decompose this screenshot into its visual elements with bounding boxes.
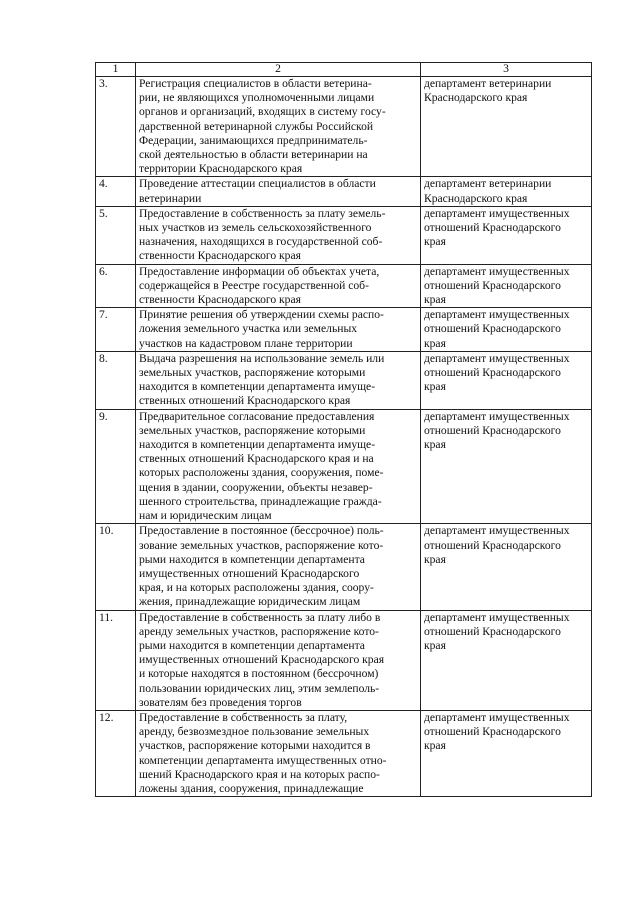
- service-description-line: Предоставление в постоянное (бессрочное) поль-: [139, 524, 384, 538]
- service-description-line: щения в здании, сооружении, объекты незавер-: [139, 480, 373, 494]
- service-description-line: компетенции департамента имущественных отно-: [139, 753, 387, 767]
- responsible-department-line: отношений Краснодарского: [424, 278, 561, 292]
- service-description-line: земельных участков, распоряжение которыми: [139, 366, 366, 380]
- service-description-line: ложены здания, сооружения, принадлежащие: [139, 781, 364, 795]
- responsible-department-line: Краснодарского края: [424, 191, 528, 205]
- row-number: 11.: [96, 610, 136, 710]
- responsible-department: [421, 524, 592, 610]
- table-row: [96, 351, 592, 409]
- service-description: [136, 409, 421, 524]
- responsible-department-line: края: [424, 380, 446, 394]
- responsible-department-line: края: [424, 235, 446, 249]
- service-description-line: имущественных отношений Краснодарского: [139, 566, 360, 580]
- table-row: [96, 710, 592, 796]
- responsible-department-line: департамент имущественных: [424, 610, 570, 624]
- responsible-department-line: отношений Краснодарского: [424, 322, 561, 336]
- service-description-line: ных участков из земель сельскохозяйственного: [139, 221, 372, 235]
- column-header-service: 2: [136, 63, 421, 77]
- row-number: 6.: [96, 264, 136, 308]
- row-number: 9.: [96, 409, 136, 524]
- responsible-department-line: отношений Краснодарского: [424, 423, 561, 437]
- service-description-line: Предоставление информации об объектах учета,: [139, 264, 380, 278]
- service-description-line: ственных отношений Краснодарского края: [139, 394, 351, 408]
- responsible-department: [421, 77, 592, 177]
- table-body: [96, 77, 592, 797]
- service-description-line: органов и организаций, входящих в систему госу-: [139, 105, 386, 119]
- document-page: [95, 62, 591, 797]
- responsible-department-line: департамент имущественных: [424, 206, 570, 220]
- service-description-line: ственности Краснодарского края: [139, 249, 301, 263]
- responsible-department-line: департамент имущественных: [424, 710, 570, 724]
- service-description-line: аренду земельных участков, распоряжение кото-: [139, 624, 379, 638]
- service-description-line: находится в компетенции департамента имуще-: [139, 438, 376, 452]
- responsible-department-line: отношений Краснодарского: [424, 221, 561, 235]
- service-description-line: Регистрация специалистов в области ветерина-: [139, 77, 372, 90]
- table-row: [96, 206, 592, 264]
- responsible-department: [421, 308, 592, 352]
- service-description-line: имущественных отношений Краснодарского края: [139, 653, 385, 667]
- service-description-line: Федерации, занимающихся предприниматель-: [139, 133, 368, 147]
- responsible-department-line: департамент имущественных: [424, 524, 570, 538]
- column-header-number: 1: [96, 63, 136, 77]
- service-description-line: участков, распоряжение которыми находится в: [139, 739, 371, 753]
- row-number: 4.: [96, 177, 136, 206]
- service-description-line: Выдача разрешения на использование земель или: [139, 351, 385, 365]
- responsible-department-line: департамент имущественных: [424, 409, 570, 423]
- service-description-line: рыми находится в компетенции департамента: [139, 638, 365, 652]
- responsible-department-line: края: [424, 552, 446, 566]
- responsible-department-line: департамент имущественных: [424, 264, 570, 278]
- responsible-department: [421, 710, 592, 796]
- service-description-line: территории Краснодарского края: [139, 162, 303, 176]
- responsible-department: [421, 409, 592, 524]
- service-description-line: аренду, безвозмездное пользование земельных: [139, 725, 370, 739]
- service-description: [136, 77, 421, 177]
- table-row: [96, 409, 592, 524]
- service-description-line: ложения земельного участка или земельных: [139, 322, 358, 336]
- table-row: [96, 308, 592, 352]
- service-description-line: находится в компетенции департамента имуще-: [139, 380, 376, 394]
- service-description-line: участков на кадастровом плане территории: [139, 336, 353, 350]
- responsible-department-line: отношений Краснодарского: [424, 366, 561, 380]
- service-description-line: рии, не являющихся уполномоченными лицами: [139, 91, 375, 105]
- service-description-line: ственных отношений Краснодарского края и на: [139, 452, 374, 466]
- responsible-department-line: края: [424, 293, 446, 307]
- responsible-department-line: департамент ветеринарии: [424, 177, 552, 191]
- table-row: [96, 177, 592, 206]
- table-row: [96, 264, 592, 308]
- responsible-department-line: департамент ветеринарии: [424, 77, 552, 90]
- service-description-line: рыми находится в компетенции департамента: [139, 552, 365, 566]
- service-description-line: ской деятельностью в области ветеринарии на: [139, 148, 368, 162]
- service-description-line: Предварительное согласование предоставления: [139, 409, 375, 423]
- service-description-line: нам и юридическим лицам: [139, 509, 272, 523]
- row-number: 8.: [96, 351, 136, 409]
- responsible-department: [421, 206, 592, 264]
- service-description-line: и которые находятся в постоянном (бессрочном): [139, 667, 379, 681]
- service-description: [136, 206, 421, 264]
- row-number: 3.: [96, 77, 136, 177]
- service-description-line: содержащейся в Реестре государственной соб-: [139, 278, 369, 292]
- responsible-department-line: департамент имущественных: [424, 351, 570, 365]
- responsible-department: [421, 264, 592, 308]
- column-header-department: 3: [421, 63, 592, 77]
- service-description-line: края, и на которых расположены здания, соору-: [139, 581, 374, 595]
- responsible-department-line: края: [424, 739, 446, 753]
- responsible-department-line: края: [424, 638, 446, 652]
- service-description-line: дарственной ветеринарной службы Российской: [139, 119, 374, 133]
- service-description-line: Предоставление в собственность за плату либо в: [139, 610, 381, 624]
- service-description: [136, 264, 421, 308]
- responsible-department-line: отношений Краснодарского: [424, 624, 561, 638]
- service-description-line: которых расположены здания, сооружения, поме-: [139, 466, 384, 480]
- responsible-department-line: департамент имущественных: [424, 308, 570, 322]
- responsible-department-line: края: [424, 438, 446, 452]
- services-table: [95, 62, 592, 797]
- row-number: 10.: [96, 524, 136, 610]
- responsible-department-line: отношений Краснодарского: [424, 538, 561, 552]
- service-description-line: шений Краснодарского края и на которых распо-: [139, 767, 380, 781]
- table-row: [96, 610, 592, 710]
- service-description-line: Предоставление в собственность за плату,: [139, 710, 348, 724]
- service-description-line: Проведение аттестации специалистов в области: [139, 177, 376, 191]
- service-description-line: Принятие решения об утверждении схемы распо-: [139, 308, 384, 322]
- responsible-department-line: края: [424, 336, 446, 350]
- service-description-line: ветеринарии: [139, 191, 202, 205]
- row-number: 12.: [96, 710, 136, 796]
- service-description-line: пользовании юридических лиц, этим землеполь-: [139, 681, 380, 695]
- row-number: 7.: [96, 308, 136, 352]
- header-row: [96, 63, 592, 77]
- responsible-department-line: Краснодарского края: [424, 91, 528, 105]
- service-description: [136, 351, 421, 409]
- service-description-line: жения, принадлежащие юридическим лицам: [139, 595, 361, 609]
- service-description-line: Предоставление в собственность за плату земель-: [139, 206, 386, 220]
- responsible-department: [421, 351, 592, 409]
- service-description-line: зование земельных участков, распоряжение кото-: [139, 538, 384, 552]
- service-description: [136, 610, 421, 710]
- responsible-department: [421, 610, 592, 710]
- service-description-line: ственности Краснодарского края: [139, 293, 301, 307]
- responsible-department-line: отношений Краснодарского: [424, 725, 561, 739]
- service-description: [136, 524, 421, 610]
- row-number: 5.: [96, 206, 136, 264]
- responsible-department: [421, 177, 592, 206]
- table-row: [96, 77, 592, 177]
- service-description: [136, 308, 421, 352]
- service-description-line: земельных участков, распоряжение которыми: [139, 423, 366, 437]
- service-description-line: шенного строительства, принадлежащие гражда-: [139, 494, 382, 508]
- table-header: [96, 63, 592, 77]
- service-description-line: назначения, находящихся в государственной соб-: [139, 235, 383, 249]
- service-description: [136, 177, 421, 206]
- service-description-line: зователям без проведения торгов: [139, 695, 302, 709]
- table-row: [96, 524, 592, 610]
- service-description: [136, 710, 421, 796]
